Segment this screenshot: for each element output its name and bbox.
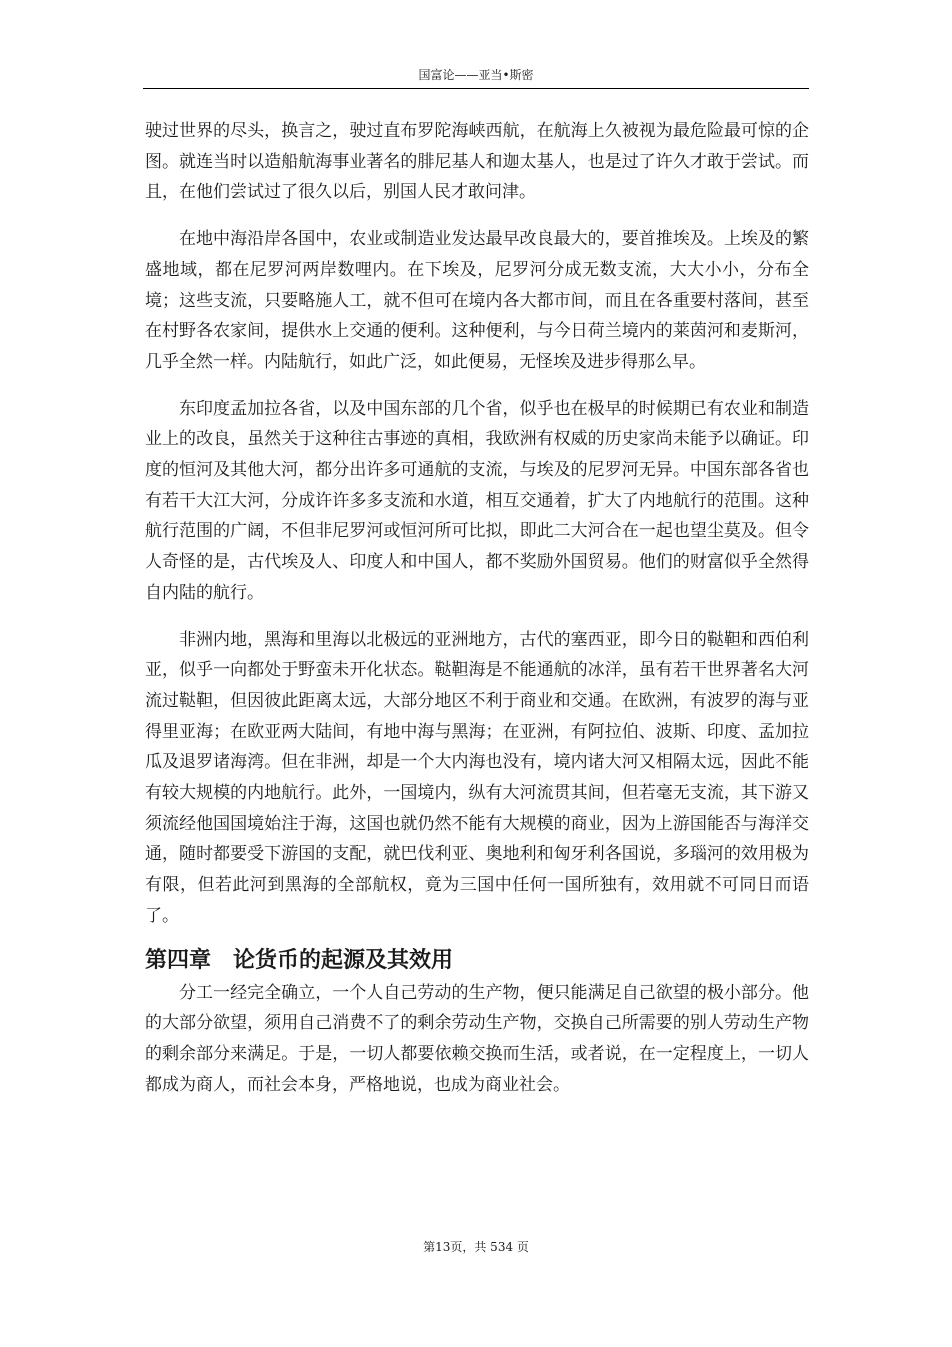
document-body bbox=[145, 116, 809, 1100]
page-footer bbox=[143, 1238, 809, 1256]
paragraph-africa-asia: 非洲内地，黑海和里海以北极远的亚洲地方，古代的塞西亚，即今日的鞑靼和西伯利亚，似乎一向都处于野蛮未开化状态。鞑靼海是不能通航的冰洋，虽有若干世界著名大河流过鞑靼，但因彼此距离太远，大部分地区不利于商业和交通。在欧洲，有波罗的海与亚得里亚海；在欧亚两大陆间，有地中海与黑海；在亚洲，有阿拉伯、波斯、印度、孟加拉瓜及退罗诸海湾。但在非洲，却是一个大内海也没有，境内诸大河又相隔太远，因此不能有较大规模的内地航行。此外，一国境内，纵有大河流贯其间，但若毫无支流，其下游又须流经他国国境始注于海，这国也就仍然不能有大规模的商业，因为上游国能否与海洋交通，随时都要受下游国的支配，就巴伐利亚、奥地利和匈牙利各国说，多瑙河的效用极为有限，但若此河到黑海的全部航权，竟为三国中任何一国所独有，效用就不可同日而语了。 bbox=[145, 629, 809, 926]
page-header bbox=[143, 66, 809, 89]
page-number: 第13页，共 534 页 bbox=[423, 1240, 529, 1254]
chapter-heading: 第四章 论货币的起源及其效用 bbox=[145, 947, 454, 973]
paragraph-continued: 驶过世界的尽头，换言之，驶过直布罗陀海峡西航，在航海上久被视为最危险最可惊的企图。就连当时以造船航海事业著名的腓尼基人和迦太基人，也是过了许久才敢于尝试。而且，在他们尝试过了很久以后，别国人民才敢问津。 bbox=[145, 121, 809, 203]
running-title: 国富论——亚当•斯密 bbox=[418, 68, 534, 82]
paragraph-india-china: 东印度孟加拉各省，以及中国东部的几个省，似乎也在极早的时候期已有农业和制造业上的改良，虽然关于这种往古事迹的真相，我欧洲有权威的历史家尚未能予以确证。印度的恒河及其他大河，都分出许多可通航的支流，与埃及的尼罗河无异。中国东部各省也有若干大江大河，分成许许多多支流和水道，相互交通着，扩大了内地航行的范围。这种航行范围的广阔，不但非尼罗河或恒河所可比拟，即此二大河合在一起也望尘莫及。但令人奇怪的是，古代埃及人、印度人和中国人，都不奖励外国贸易。他们的财富似乎全然得自内陆的航行。 bbox=[145, 398, 809, 603]
paragraph-egypt: 在地中海沿岸各国中，农业或制造业发达最早改良最大的，要首推埃及。上埃及的繁盛地域，都在尼罗河两岸数哩内。在下埃及，尼罗河分成无数支流，大大小小，分布全境；这些支流，只要略施人工，就不但可在境内各大都市间，而且在各重要村落间，甚至在村野各农家间，提供水上交通的便利。这种便利，与今日荷兰境内的莱茵河和麦斯河，几乎全然一样。内陆航行，如此广泛，如此便易，无怪埃及进步得那么早。 bbox=[145, 229, 809, 372]
paragraph-chapter-opening: 分工一经完全确立，一个人自己劳动的生产物，便只能满足自己欲望的极小部分。他的大部分欲望，须用自己消费不了的剩余劳动生产物，交换自己所需要的别人劳动生产物的剩余部分来满足。于是，一切人都要依赖交换而生活，或者说，在一定程度上，一切人都成为商人，而社会本身，严格地说，也成为商业社会。 bbox=[145, 982, 809, 1095]
